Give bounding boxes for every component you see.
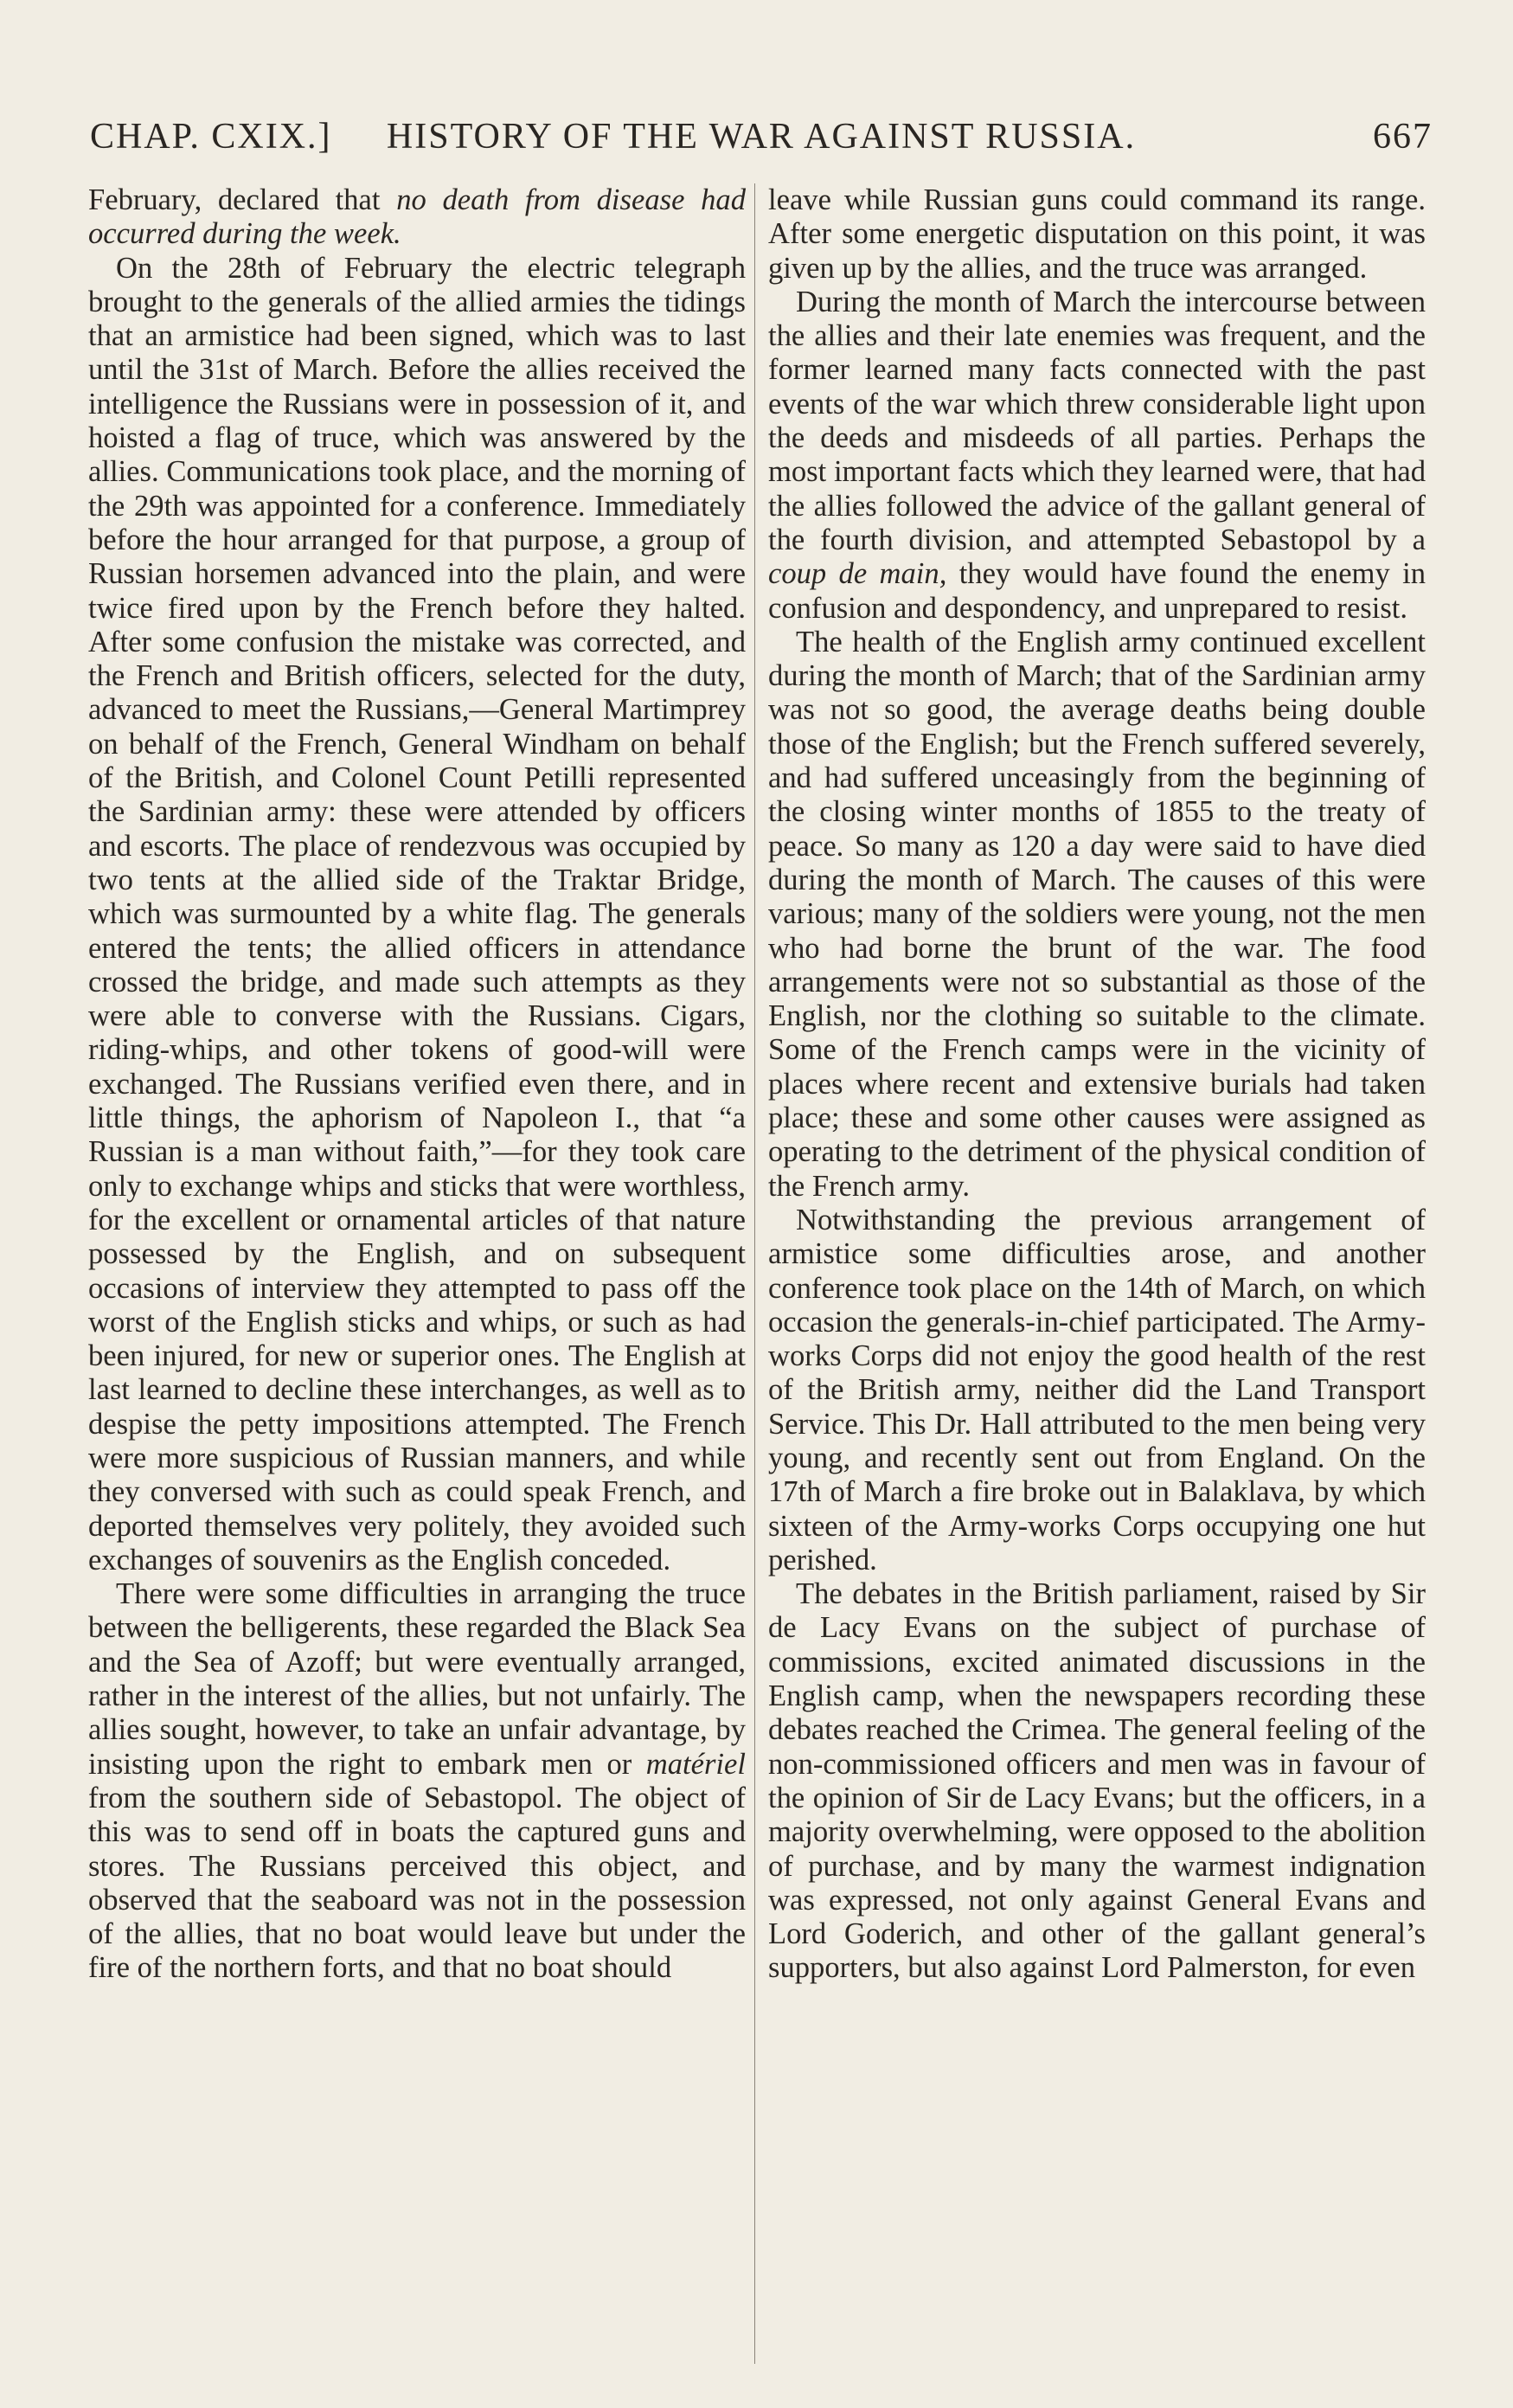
paragraph-text: from the southern side of Sebastopol. The object of this was to send off in boats the captured guns and stores. The Russians perceived this object, and observed that the seaboard was not in the possession of the allies, that no boat would leave but under the fire of the northern forts, and that no boat should bbox=[88, 1781, 746, 1985]
paragraph bbox=[88, 183, 746, 252]
paragraph: leave while Russian guns could command its range. After some energetic disputation on this point, it was given up by the allies, and the truce was arranged. bbox=[768, 183, 1426, 285]
paragraph bbox=[768, 286, 1426, 626]
paragraph: Notwithstanding the previous arrangement of armistice some difficulties arose, and another conference took place on the 14th of March, on which occasion the generals-in-chief participated. The Army-works Corps did not enjoy the good health of the rest of the British army, neither did the Land Transport Service. This Dr. Hall attributed to the men being very young, and recently sent out from England. On the 17th of March a fire broke out in Balaklava, by which sixteen of the Army-works Corps occupying one hut perished. bbox=[768, 1203, 1426, 1576]
page-number: 667 bbox=[1373, 117, 1433, 157]
paragraph bbox=[88, 1577, 746, 1986]
chapter-label: CHAP. CXIX.] bbox=[90, 117, 332, 157]
left-column bbox=[88, 183, 746, 1986]
running-head bbox=[90, 116, 1433, 168]
paragraph-text: During the month of March the intercourse between the allies and their late enemies was frequent, and the former learned many facts connected with the past events of the war which threw considerable light upon the deeds and misdeeds of all parties. Perhaps the most important facts which they learned were, that had the allies followed the advice of the gallant general of the fourth division, and attempted Sebastopol by a bbox=[768, 285, 1426, 556]
paragraph: The health of the English army continued excellent during the month of March; that of the Sardinian army was not so good, the average deaths being double those of the English; but the French suffered severely, and had suffered unceasingly from the beginning of the closing winter months of 1855 to the treaty of peace. So many as 120 a day were said to have died during the month of March. The causes of this were various; many of the soldiers were young, not the men who had borne the brunt of the war. The food arrangements were not so substantial as those of the English, nor the clothing so suitable to the climate. Some of the French camps were in the vicinity of places where recent and extensive burials had taken place; these and some other causes were assigned as operating to the detriment of the physical condition of the French army. bbox=[768, 625, 1426, 1203]
italic-phrase: no death from disease had occurred during the week. bbox=[88, 183, 746, 251]
paragraph-text: February, declared that bbox=[88, 183, 397, 216]
paragraph: The debates in the British parliament, raised by Sir de Lacy Evans on the subject of purchase of commissions, excited animated discussions in the English camp, when the newspapers recording these debates reached the Crimea. The general feeling of the non-commissioned officers and men was in favour of the opinion of Sir de Lacy Evans; but the officers, in a majority overwhelming, were opposed to the abolition of purchase, and by many the warmest indignation was expressed, not only against General Evans and Lord Goderich, and other of the gallant general’s supporters, but also against Lord Palmerston, for even bbox=[768, 1577, 1426, 1985]
paragraph-text: There were some difficulties in arranging the truce between the belligerents, these regarded the Black Sea and the Sea of Azoff; but were eventually arranged, rather in the interest of the allies, but not unfairly. The allies sought, however, to take an unfair advantage, by insisting upon the right to embark men or bbox=[88, 1577, 746, 1781]
right-column bbox=[768, 183, 1426, 1986]
italic-phrase: coup de main, bbox=[768, 557, 947, 591]
column-divider bbox=[754, 183, 755, 2364]
italic-phrase: matériel bbox=[645, 1747, 746, 1781]
running-title: HISTORY OF THE WAR AGAINST RUSSIA. bbox=[386, 117, 1137, 157]
paragraph-text: they would have found the enemy in confusion and despondency, and unprepared to resist. bbox=[768, 557, 1426, 625]
paragraph: On the 28th of February the electric telegraph brought to the generals of the allied armies the tidings that an armistice had been signed, which was to last until the 31st of March. Before the allies received the intelligence the Russians were in possession of it, and hoisted a flag of truce, which was answered by the allies. Communications took place, and the morning of the 29th was appointed for a conference. Immediately before the hour arranged for that purpose, a group of Russian horsemen advanced into the plain, and were twice fired upon by the French before they halted. After some confusion the mistake was corrected, and the French and British officers, selected for the duty, advanced to meet the Russians,—General Martimprey on behalf of the French, General Windham on behalf of the British, and Colonel Count Petilli represented the Sardinian army: these were attended by officers and escorts. The place of rendezvous was occupied by two tents at the allied side of the Traktar Bridge, which was surmounted by a white flag. The generals entered the tents; the allied officers in attendance crossed the bridge, and made such attempts as they were able to converse with the Russians. Cigars, riding-whips, and other tokens of good-will were exchanged. The Russians verified even there, and in little things, the aphorism of Napoleon I., that “a Russian is a man without faith,”—for they took care only to exchange whips and sticks that were worthless, for the excellent or ornamental articles of that nature possessed by the English, and on subsequent occasions of interview they attempted to pass off the worst of the English sticks and whips, or such as had been injured, for new or superior ones. The English at last learned to decline these interchanges, as well as to despise the petty impositions attempted. The French were more suspicious of Russian manners, and while they conversed with such as could speak French, and deported themselves very politely, they avoided such exchanges of souvenirs as the English conceded. bbox=[88, 251, 746, 1576]
